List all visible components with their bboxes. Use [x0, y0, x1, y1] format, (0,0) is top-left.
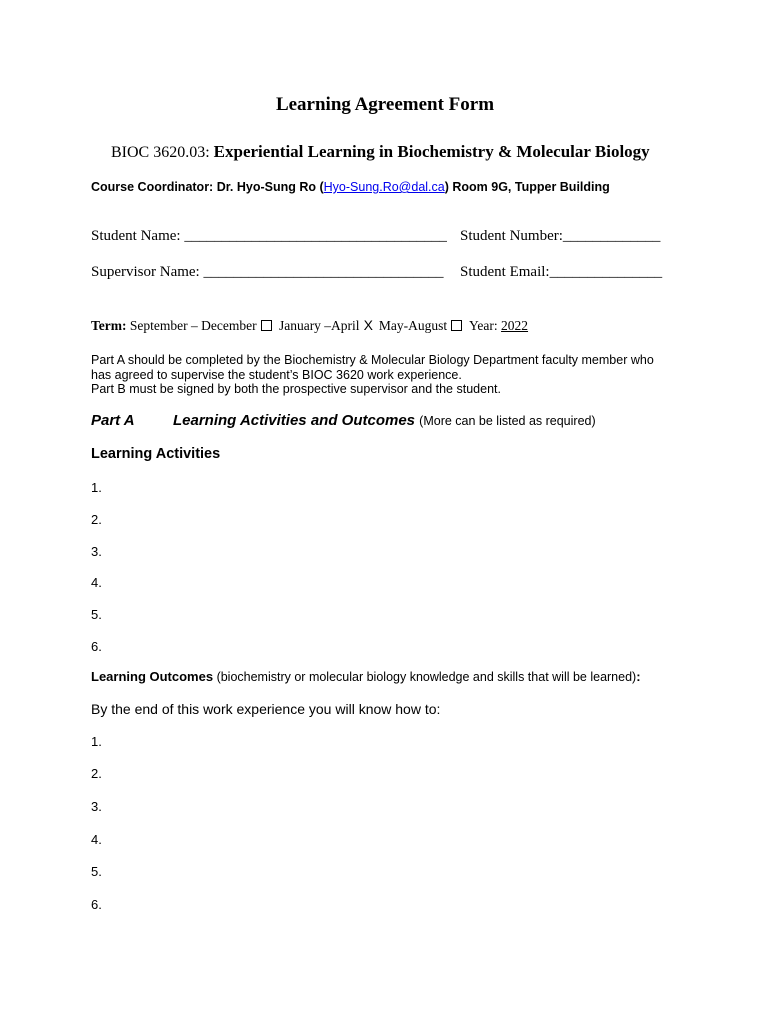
part-a-note: (More can be listed as required): [419, 414, 596, 428]
term-selection: [91, 317, 528, 334]
course-title: Experiential Learning in Biochemistry & Molecular Biology: [213, 142, 650, 161]
year-value[interactable]: 2022: [501, 318, 529, 333]
outcome-item: 3.: [91, 799, 102, 814]
part-a-heading: [91, 412, 596, 429]
term-label: Term:: [91, 318, 127, 333]
coordinator-prefix: Course Coordinator: Dr. Hyo-Sung Ro (: [91, 180, 324, 194]
learning-outcomes-title: Learning Outcomes: [91, 669, 214, 684]
learning-activities-heading: Learning Activities: [91, 446, 221, 462]
part-a-label: Part A: [91, 412, 135, 429]
course-code: BIOC 3620.03:: [111, 144, 210, 161]
student-number-field[interactable]: Student Number:_____________: [460, 228, 661, 244]
student-email-field[interactable]: Student Email:_______________: [460, 264, 663, 280]
activity-item: 5.: [91, 607, 102, 622]
course-coordinator: [91, 180, 610, 194]
coordinator-suffix: ) Room 9G, Tupper Building: [444, 180, 610, 194]
part-a-title-wrap: [173, 412, 596, 429]
outcome-item: 4.: [91, 832, 102, 847]
part-a-title: Learning Activities and Outcomes: [173, 412, 415, 429]
activity-item: 3.: [91, 544, 102, 559]
learning-outcomes-heading: [91, 669, 641, 684]
outcome-item: 5.: [91, 864, 102, 879]
learning-outcomes-colon: :: [636, 669, 641, 684]
instruction-part-b: Part B must be signed by both the prospective supervisor and the student.: [91, 382, 501, 396]
instruction-part-a: Part A should be completed by the Biochemistry & Molecular Biology Department faculty member who has agreed to supervise the student’s BIOC 3620 work experience.: [91, 353, 654, 382]
activity-item: 2.: [91, 512, 102, 527]
coordinator-email-link[interactable]: Hyo-Sung.Ro@dal.ca: [323, 180, 445, 194]
supervisor-name-field[interactable]: Supervisor Name: ________________________________: [91, 264, 444, 280]
checked-mark-icon[interactable]: X: [363, 317, 373, 333]
student-name-field[interactable]: Student Name: ___________________________________: [91, 228, 447, 244]
form-title: Learning Agreement Form: [275, 94, 495, 115]
learning-outcomes-note: (biochemistry or molecular biology knowledge and skills that will be learned): [216, 670, 637, 684]
activity-item: 6.: [91, 639, 102, 654]
term-option-jan-apr: January –April: [278, 318, 360, 333]
checkbox-icon[interactable]: [261, 320, 272, 331]
outcome-item: 6.: [91, 897, 102, 912]
year-label: Year:: [469, 318, 498, 333]
term-option-may-aug: May-August: [378, 318, 448, 333]
outcome-item: 2.: [91, 766, 102, 781]
outcome-item: 1.: [91, 734, 102, 749]
outcomes-intro: By the end of this work experience you will know how to:: [91, 701, 441, 717]
term-option-sep-dec: September – December: [129, 318, 257, 333]
course-line: [111, 142, 650, 162]
activity-item: 4.: [91, 575, 102, 590]
checkbox-icon[interactable]: [451, 320, 462, 331]
activity-item: 1.: [91, 480, 102, 495]
